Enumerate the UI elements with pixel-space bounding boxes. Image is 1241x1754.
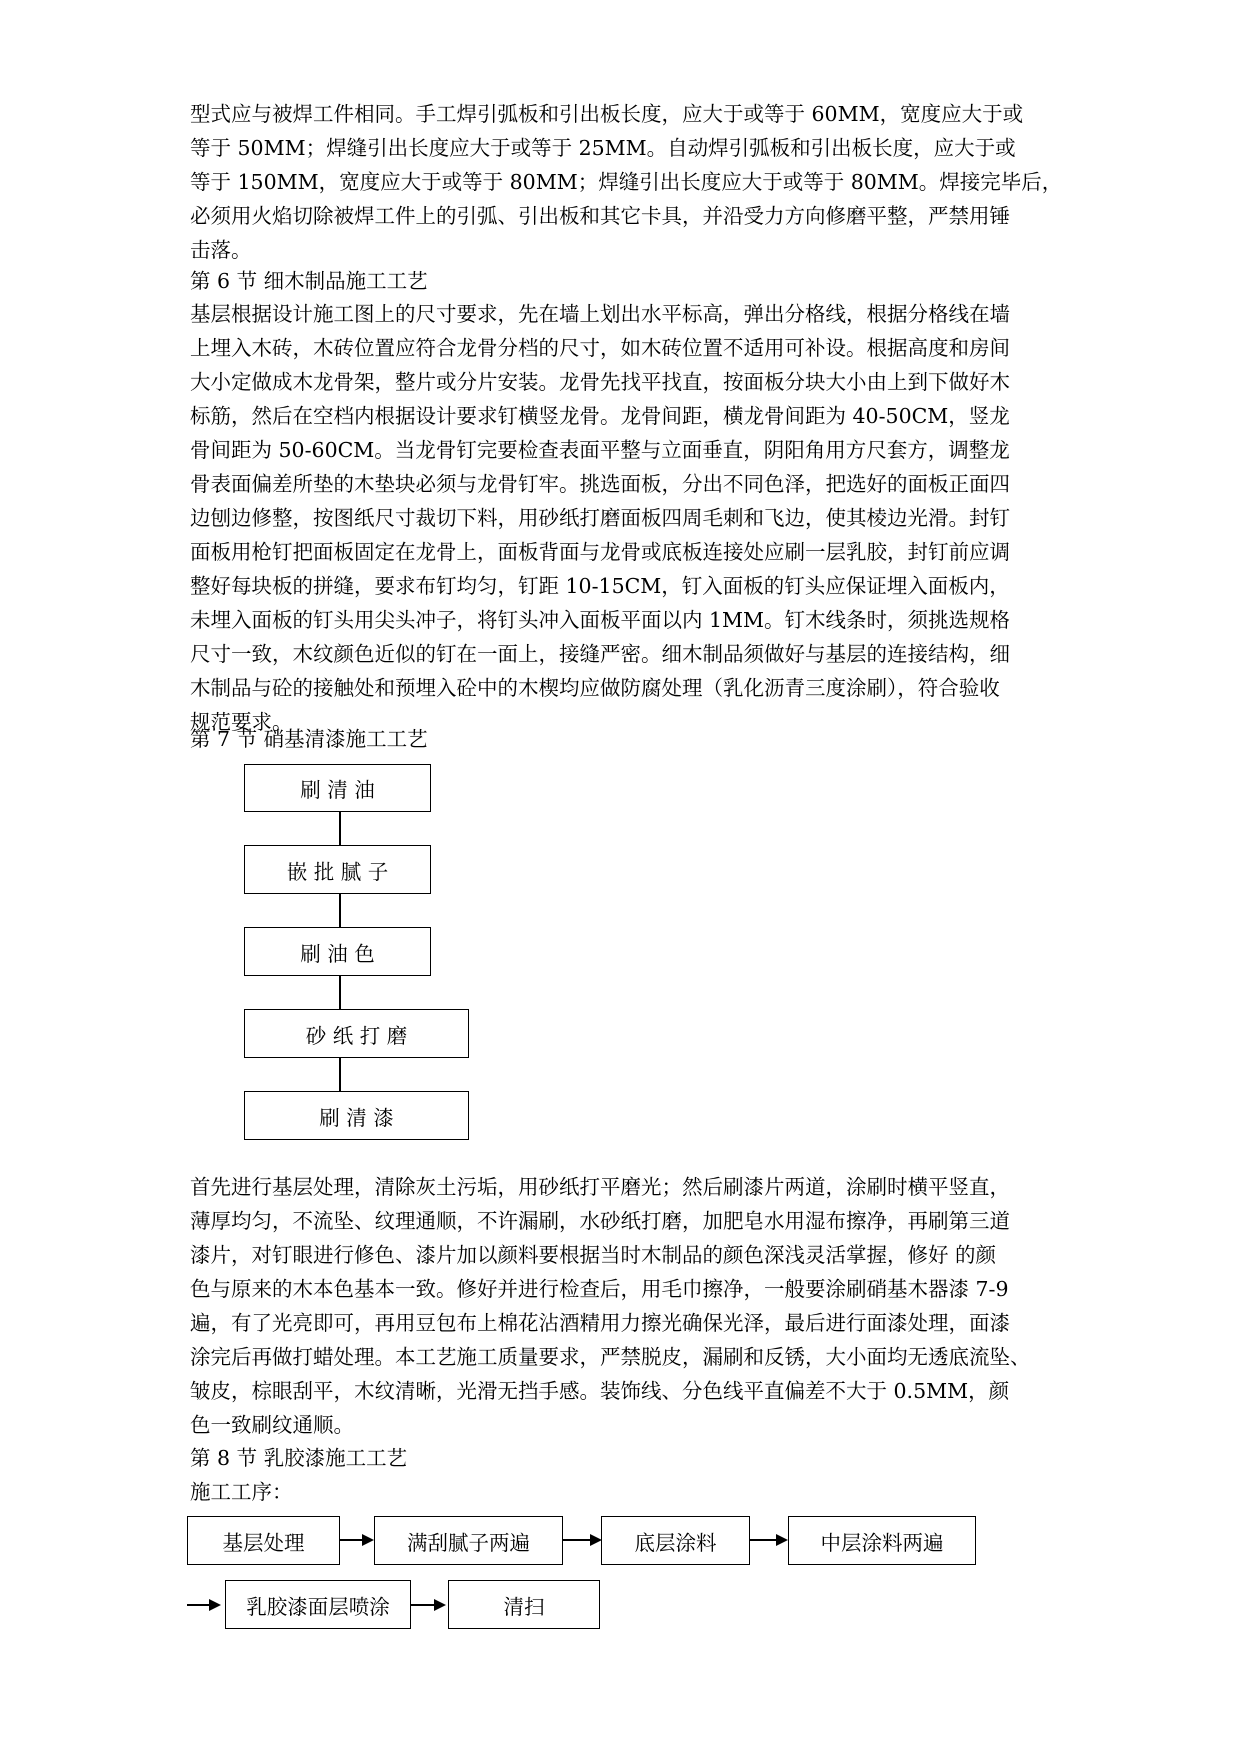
section-8-subheading: 施工工序： [190, 1480, 293, 1504]
arrow-right-icon [362, 1534, 374, 1546]
text-line: 等于 150MM，宽度应大于或等于 80MM；焊缝引出长度应大于或等于 80MM。焊接完毕后， [190, 170, 1063, 194]
text-line: 遍，有了光亮即可，再用豆包布上棉花沾酒精用力擦光确保光泽，最后进行面漆处理，面漆 [190, 1311, 1010, 1335]
flow-step-box [244, 764, 431, 812]
flow-step-box [448, 1580, 600, 1629]
flow-arrow-line [750, 1539, 776, 1541]
flow-connector [339, 811, 341, 845]
arrow-right-icon [209, 1599, 221, 1611]
text-line: 规范要求。 [190, 710, 293, 734]
text-line: 标筋，然后在空档内根据设计要求钉横竖龙骨。龙骨间距，横龙骨间距为 40-50CM，竖龙 [190, 404, 1010, 428]
text-line: 整好每块板的拼缝，要求布钉均匀，钉距 10-15CM，钉入面板的钉头应保证埋入面板内， [190, 574, 1010, 598]
flow-step-label: 满刮腻子两遍 [407, 1530, 530, 1555]
text-line: 皱皮，棕眼刮平，木纹清晰，光滑无挡手感。装饰线、分色线平直偏差不大于 0.5MM，颜 [190, 1379, 1010, 1403]
flow-step-label: 清扫 [503, 1594, 545, 1619]
flow-connector [339, 893, 341, 927]
flow-step-label: 中层涂料两遍 [820, 1530, 944, 1555]
flow-step-box [225, 1580, 411, 1629]
flow-step-label: 刷 油 色 [300, 941, 375, 966]
text-line: 等于 50MM；焊缝引出长度应大于或等于 25MM。自动焊引弧板和引出板长度，应大于或 [190, 136, 1016, 160]
arrow-right-icon [434, 1599, 446, 1611]
flow-step-label: 基层处理 [222, 1530, 305, 1555]
text-line: 色与原来的木本色基本一致。修好并进行检查后，用毛巾擦净，一般要涂刷硝基木器漆 7-9 [190, 1277, 1009, 1301]
text-line: 型式应与被焊工件相同。手工焊引弧板和引出板长度，应大于或等于 60MM，宽度应大于或 [190, 102, 1024, 126]
flow-step-label: 砂 纸 打 磨 [305, 1023, 408, 1048]
flow-step-box [187, 1516, 340, 1565]
section-8-heading: 第 8 节 乳胶漆施工工艺 [190, 1446, 408, 1470]
flow-arrow-line [340, 1539, 362, 1541]
flow-step-label: 底层涂料 [634, 1530, 717, 1555]
text-line: 漆片，对钉眼进行修色、漆片加以颜料要根据当时木制品的颜色深浅灵活掌握，修好 的颜 [190, 1243, 997, 1267]
text-line: 面板用枪钉把面板固定在龙骨上，面板背面与龙骨或底板连接处应刷一层乳胶，封钉前应调 [190, 540, 1010, 564]
text-line: 尺寸一致，木纹颜色近似的钉在一面上，接缝严密。细木制品须做好与基层的连接结构，细 [190, 642, 1010, 666]
text-line: 木制品与砼的接触处和预埋入砼中的木楔均应做防腐处理（乳化沥青三度涂刷），符合验收 [190, 676, 1000, 700]
text-line: 首先进行基层处理，清除灰土污垢，用砂纸打平磨光；然后刷漆片两道，涂刷时横平竖直， [190, 1175, 1010, 1199]
flow-step-box [244, 845, 431, 894]
text-line: 必须用火焰切除被焊工件上的引弧、引出板和其它卡具，并沿受力方向修磨平整，严禁用锤 [190, 204, 1010, 228]
flow-step-box [244, 1009, 469, 1058]
text-line: 未埋入面板的钉头用尖头冲子，将钉头冲入面板平面以内 1MM。钉木线条时，须挑选规格 [190, 608, 1011, 632]
flow-step-label: 乳胶漆面层喷涂 [246, 1594, 390, 1619]
flow-step-label: 刷 清 漆 [319, 1105, 394, 1130]
flow-step-box [788, 1516, 976, 1565]
text-line: 薄厚均匀，不流坠、纹理通顺，不许漏刷，水砂纸打磨，加肥皂水用湿布擦净，再刷第三道 [190, 1209, 1010, 1233]
flow-step-box [244, 1091, 469, 1140]
flow-step-label: 嵌 批 腻 子 [286, 859, 389, 884]
text-line: 大小定做成木龙骨架，整片或分片安装。龙骨先找平找直，按面板分块大小由上到下做好木 [190, 370, 1010, 394]
flow-step-box [244, 927, 431, 976]
text-line: 涂完后再做打蜡处理。本工艺施工质量要求，严禁脱皮，漏刷和反锈，大小面均无透底流坠、 [190, 1345, 1031, 1369]
flow-arrow-line [563, 1539, 590, 1541]
section-6-heading: 第 6 节 细木制品施工工艺 [190, 269, 428, 293]
flow-step-box [374, 1516, 563, 1565]
text-line: 击落。 [190, 238, 252, 262]
flow-connector [339, 975, 341, 1009]
text-line: 骨表面偏差所垫的木垫块必须与龙骨钉牢。挑选面板，分出不同色泽，把选好的面板正面四 [190, 472, 1010, 496]
arrow-right-icon [776, 1534, 788, 1546]
section-7-heading: 第 7 节 硝基清漆施工工艺 [190, 727, 428, 751]
text-line: 色一致刷纹通顺。 [190, 1413, 354, 1437]
flow-step-label: 刷 清 油 [300, 778, 375, 802]
text-line: 基层根据设计施工图上的尺寸要求，先在墙上划出水平标高，弹出分格线，根据分格线在墙 [190, 302, 1010, 326]
flow-step-box [601, 1516, 750, 1565]
flow-connector [339, 1057, 341, 1091]
flow-arrow-line [411, 1604, 434, 1606]
text-line: 骨间距为 50-60CM。当龙骨钉完要检查表面平整与立面垂直，阴阳角用方尺套方，调整龙 [190, 438, 1010, 462]
text-line: 上埋入木砖，木砖位置应符合龙骨分档的尺寸，如木砖位置不适用可补设。根据高度和房间 [190, 336, 1010, 360]
text-line: 边刨边修整，按图纸尺寸裁切下料，用砂纸打磨面板四周毛刺和飞边，使其棱边光滑。封钉 [190, 506, 1010, 530]
flow-arrow-line [187, 1604, 209, 1606]
